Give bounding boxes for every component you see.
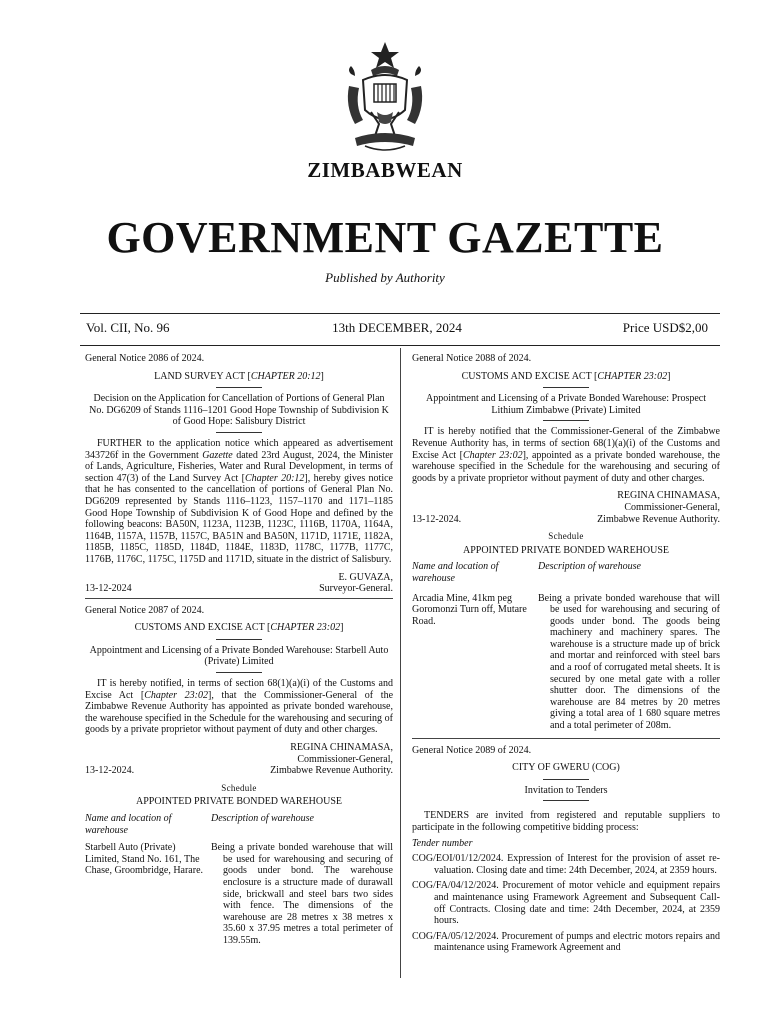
tender-item: COG/EOI/01/12/2024. Expression of Interest for the provision of asset re-valuation. Closing date and time: 24th December, 2024, at 2359 hours. [412,853,720,876]
schedule-table-row [412,593,720,732]
warehouse-description: Being a private bonded warehouse that will be used for warehousing and securing of goods under bond. The warehouse enclosure is a structure made of durawall side, brickwall and steel bars two sides with fence. The dimensions of the warehouse are 28 metres x 38 metres x 35.60 x 37.95 metres a total perimeter of 139.55m. [211,842,393,946]
signature-row [85,583,393,595]
notice-end-rule [85,598,393,599]
notice-number: General Notice 2089 of 2024. [412,744,532,756]
column-header: Description of warehouse [538,561,641,573]
masthead-bottom-rule [80,345,720,346]
separator-rule [543,387,589,388]
signatory-name: E. GUVAZA, [338,571,393,583]
notice-2086 [85,353,393,599]
signature-row [85,765,393,777]
notice-body: FURTHER to the application notice which appeared as advertisement 343726f in the Government Gazette dated 23rd August, 2024, the Minister of Lands, Agriculture, Fisheries, Water and Rural Development, in terms of section 47(3) of the Land Survey Act [Chapter 20:12], hereby gives notice that he has consented to the cancellation of portions of General Plan No. DG6209 represented by Stands 1116–1123, 1157–1170 and 1171–1185 Good Hope Township of Subdivision K of Good Hope and defined by the following beacons: BA50N, 1123A, 1123B, 1123C, 1116B, 1170A, 1164A, 1164B, 1157A, 1157B, 1157C, BA51N and BA50N, 1171D, 1171E, 1182A, 1185B, 1185C, 1185D, 1184D, 1184E, 1183D, 1178C, 1177B, 1177C, 1176B, 1176C, 1175C, 1175D and 1171D, situate in the district of Salisbury. [85,437,394,565]
separator-rule [216,432,262,433]
masthead-country: ZIMBABWEAN [307,158,463,182]
notice-2089 [412,745,720,954]
signatory-organisation: Zimbabwe Revenue Authority. [270,765,393,777]
column-header: Name and location of warehouse [412,561,499,584]
notice-number: General Notice 2086 of 2024. [85,353,205,364]
schedule-label: Schedule [548,531,584,542]
column-divider [400,348,401,978]
separator-rule [216,387,262,388]
act-title: CUSTOMS AND EXCISE ACT [CHAPTER 23:02] [461,370,671,382]
warehouse-description: Being a private bonded warehouse that will be used for warehousing and securing of goods under bond. The goods being machinery and machinery spares. The warehouse is a structure made up of brick and mortar and reinforced with steel bars and a roof of corrugated metal sheets. It is secured by one metal gate with a roller shutter door. The dimensions of the warehouse are 84 metres by 20 metres giving a total area of 1 680 square metres and a total perimeter of 208m. [538,592,720,732]
notice-date: 13-12-2024. [85,765,135,777]
notice-body: IT is hereby notified that the Commissioner-General of the Zimbabwe Revenue Authority has, in terms of section 68(1)(a)(i) of the Customs and Excise Act [Chapter 23:02], appointed as a private bonded warehouse, the warehouse specified in the Schedule for the warehousing and securing of goods by a private proprietor without payment of duty and other charges. [412,426,720,484]
signatory-role: Commissioner-General, [297,753,393,765]
schedule-heading: APPOINTED PRIVATE BONDED WAREHOUSE [462,544,670,556]
schedule-table-header [412,561,720,584]
separator-rule [543,779,589,780]
schedule-table-row [85,842,393,946]
column-header: Description of warehouse [211,813,314,824]
signatory-role: Commissioner-General, [624,501,720,513]
notice-2087 [85,605,393,947]
signatory-name: REGINA CHINAMASA, [617,490,720,502]
signatory-organisation: Zimbabwe Revenue Authority. [597,513,720,525]
zimbabwe-coat-of-arms-icon [341,40,429,160]
act-title: LAND SURVEY ACT [CHAPTER 20:12] [154,370,324,382]
notice-end-rule [412,738,720,739]
schedule-table-header [85,813,393,836]
masthead-authority: Published by Authority [325,270,445,285]
act-title: CUSTOMS AND EXCISE ACT [CHAPTER 23:02] [134,622,344,634]
separator-rule [216,639,262,640]
notice-subtitle: Invitation to Tenders [524,784,608,796]
separator-rule [543,800,589,801]
issue-price: Price USD$2,00 [622,320,708,335]
notice-subtitle: Decision on the Application for Cancellation of Portions of General Plan No. DG6209 of Stands 1116–1201 Good Hope Township of Subdivision K of Good Hope: Salisbury District [89,393,389,428]
signatory-role: Surveyor-General. [319,583,393,595]
left-column [85,353,393,947]
notice-number: General Notice 2088 of 2024. [412,353,532,364]
issue-date: 13th DECEMBER, 2024 [332,320,462,335]
notice-body: TENDERS are invited from registered and reputable suppliers to participate in the following competitive bidding process: [412,810,720,833]
issue-volume: Vol. CII, No. 96 [86,320,170,335]
signature-row [412,514,720,526]
masthead-top-rule [80,313,720,314]
notice-2088 [412,353,720,739]
schedule-label: Schedule [221,782,257,793]
notice-number: General Notice 2087 of 2024. [85,604,205,616]
notice-subtitle: Appointment and Licensing of a Private Bonded Warehouse: Prospect Lithium Zimbabwe (Private) Limited [425,393,707,416]
notice-subtitle: Appointment and Licensing of a Private Bonded Warehouse: Starbell Auto (Private) Limited [89,644,389,668]
notice-date: 13-12-2024. [412,513,462,525]
notice-date: 13-12-2024 [85,583,132,595]
masthead-title: GOVERNMENT GAZETTE [106,213,664,262]
separator-rule [543,420,589,421]
signatory-name: REGINA CHINAMASA, [290,742,393,754]
warehouse-name: Starbell Auto (Private) Limited, Stand No. 161, The Chase, Groombridge, Harare. [85,842,204,877]
notice-body: IT is hereby notified, in terms of section 68(1)(a)(i) of the Customs and Excise Act [Chapter 23:02], that the Commissioner-General of the Zimbabwe Revenue Authority has appointed as private bonded warehouse, the warehouse specified in the Schedule for the warehousing and securing of goods by a private proprietor without payment of duty and other charges. [85,678,394,736]
separator-rule [216,672,262,673]
issuing-authority: CITY OF GWERU (COG) [512,762,620,774]
warehouse-name: Arcadia Mine, 41km peg Goromonzi Turn off, Mutare Road. [412,592,527,627]
tender-item: COG/FA/04/12/2024. Procurement of motor vehicle and equipment repairs and maintenance using Framework Agreement and Subsequent Call-off Contracts. Closing date and time: 24th December, 2024, at 2359 hours. [412,880,720,927]
tender-list-label: Tender number [412,837,473,849]
right-column [412,353,720,954]
tender-item: COG/FA/05/12/2024. Procurement of pumps and electric motors repairs and maintenance using Framework Agreement and [412,930,720,954]
column-header: Name and location of warehouse [85,813,172,836]
schedule-heading: APPOINTED PRIVATE BONDED WAREHOUSE [135,796,343,808]
